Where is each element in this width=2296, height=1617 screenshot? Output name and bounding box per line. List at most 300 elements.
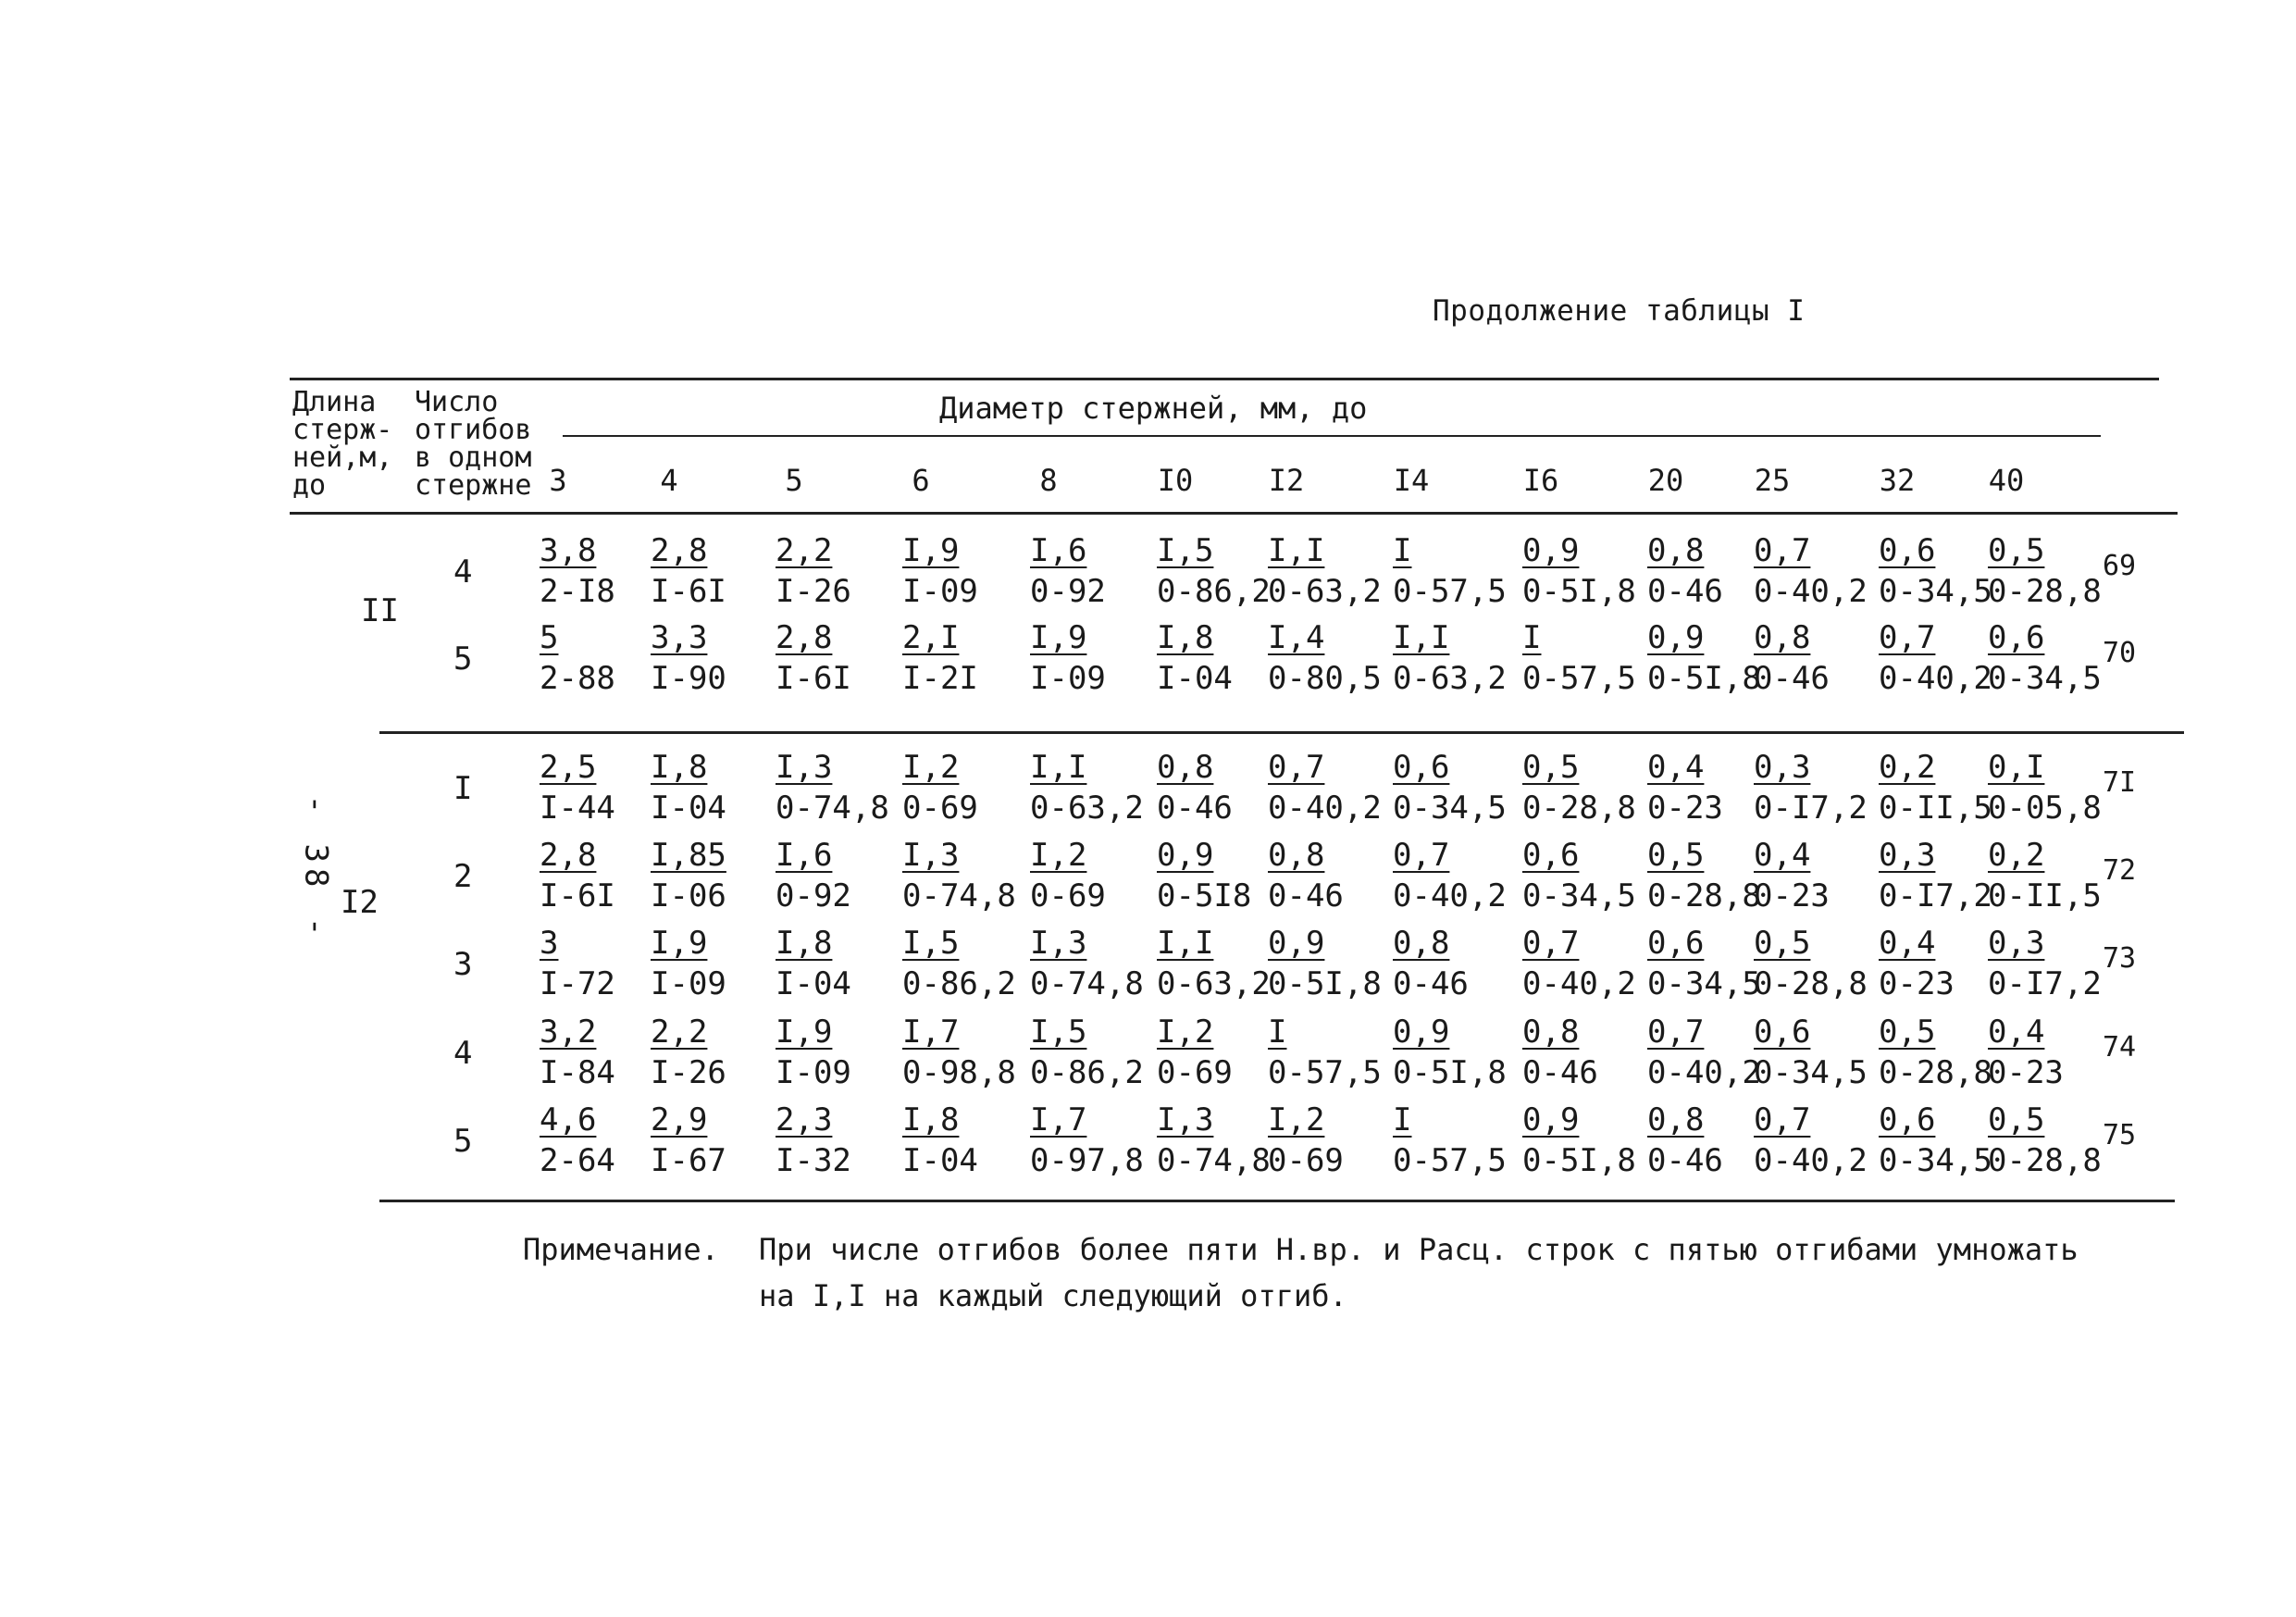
table-cell [1522,1014,1598,1091]
table-cell [1393,1101,1507,1179]
rate-value: 0-57,5 [1522,660,1636,697]
bends-count: 5 [453,1123,473,1160]
diameter-header-8: I6 [1522,463,1559,498]
rate-value: 0-40,2 [1647,1054,1761,1091]
norm-time-value: 3,3 [651,619,708,656]
rate-value: I-09 [776,1054,851,1091]
table-cell [902,1014,1016,1091]
table-cell [651,837,726,914]
norm-time-value: 0,4 [1754,837,1811,874]
norm-time-value: 0,5 [1988,1101,2045,1138]
header-bends-label: Число отгибов в одном стержне [415,386,532,502]
norm-time-value: 0,3 [1754,749,1811,786]
table-cell [902,837,1016,914]
table-cell [651,619,726,697]
rate-value: 0-69 [1030,877,1106,914]
rate-value: 0-63,2 [1157,965,1271,1002]
table-cell [651,927,726,1000]
table-cell [1393,1014,1507,1091]
rate-value: I-67 [651,1142,726,1179]
rate-value: 0-92 [776,877,851,914]
table-cell [1268,1101,1344,1179]
rate-value: I-26 [651,1054,726,1091]
rate-value: 0-57,5 [1393,573,1507,610]
rate-value: 0-23 [1988,1054,2064,1091]
table-cell [902,619,978,697]
rate-value: 0-05,8 [1988,790,2102,827]
norm-time-value: 2,8 [540,837,597,874]
norm-time-value: 0,9 [1522,1101,1580,1138]
table-cell [1030,619,1106,697]
rate-value: I-84 [540,1054,615,1091]
table-cell [1879,927,1955,1000]
norm-time-value: 0,9 [1157,837,1214,874]
norm-time-value: I [1393,532,1412,569]
norm-time-value: I [1268,1014,1287,1051]
table-cell [540,927,615,1000]
row-number: 75 [2103,1119,2137,1151]
rate-value: 0-23 [1879,965,1955,1002]
norm-time-value: 0,7 [1522,925,1580,962]
norm-time-value: I,6 [776,837,833,874]
table-cell [776,1014,851,1091]
norm-time-value: 0,9 [1522,532,1580,569]
norm-time-value: 0,3 [1988,925,2045,962]
norm-time-value: 0,8 [1754,619,1811,656]
table-cell [1879,1014,1992,1091]
rate-value: 0-46 [1522,1054,1598,1091]
table-cell [1522,532,1636,610]
rate-value: 2-I8 [540,573,615,610]
table-cell [902,927,1016,1000]
table-cell [540,837,615,914]
rate-value: 0-80,5 [1268,660,1382,697]
diameter-rule [563,435,2101,437]
rate-value: 0-74,8 [776,790,889,827]
table-cell [1988,1014,2064,1091]
table-cell [1522,837,1636,914]
rate-value: 0-97,8 [1030,1142,1144,1179]
table-cell [1030,837,1106,914]
rate-value: 0-23 [1647,790,1723,827]
rate-value: 0-74,8 [902,877,1016,914]
table-cell [1268,1014,1382,1091]
rate-value: 0-46 [1754,660,1830,697]
rate-value: 0-5I,8 [1522,573,1636,610]
table-cell [1157,532,1271,610]
table-cell [1647,619,1761,697]
norm-time-value: I,8 [902,1101,960,1138]
table-cell [1030,927,1144,1000]
rate-value: 0-I7,2 [1879,877,1992,914]
norm-time-value: 0,7 [1393,837,1450,874]
header-diameter-label: Диаметр стержней, мм, до [939,391,1368,426]
rate-value: 0-92 [1030,573,1106,610]
norm-time-value: 2,I [902,619,960,656]
table-cell [776,837,851,914]
norm-time-value: 0,7 [1647,1014,1705,1051]
norm-time-value: 0,5 [1879,1014,1936,1051]
rate-value: 0-69 [902,790,978,827]
rate-value: 2-88 [540,660,615,697]
norm-time-value: 0,4 [1988,1014,2045,1051]
table-cell [1157,927,1271,1000]
rate-value: I-04 [1157,660,1233,697]
diameter-header-2: 5 [785,463,803,498]
norm-time-value: 0,5 [1522,749,1580,786]
table-cell [1393,532,1507,610]
row-number: 69 [2103,550,2137,582]
norm-time-value: I,2 [1030,837,1087,874]
diameter-header-1: 4 [660,463,678,498]
rate-value: I-04 [651,790,726,827]
table-cell [1647,532,1723,610]
diameter-header-11: 32 [1879,463,1916,498]
table-cell [1754,927,1868,1000]
table-cell [1754,1014,1868,1091]
table-cell [1157,837,1252,914]
rate-value: 0-63,2 [1030,790,1144,827]
rate-value: 0-86,2 [1030,1054,1144,1091]
norm-time-value: 0,8 [1522,1014,1580,1051]
rate-value: 0-40,2 [1268,790,1382,827]
rate-value: 0-34,5 [1393,790,1507,827]
note-label: Примечание. [523,1232,719,1267]
rate-value: 0-40,2 [1754,573,1868,610]
rate-value: 0-5I,8 [1268,965,1382,1002]
table-cell [540,619,615,697]
rate-value: 0-69 [1268,1142,1344,1179]
norm-time-value: 0,4 [1879,925,1936,962]
table-cell [1522,927,1636,1000]
norm-time-value: 0,8 [1647,1101,1705,1138]
rate-value: 0-5I,8 [1393,1054,1507,1091]
table-cell [1030,1014,1144,1091]
table-cell [1879,749,1992,827]
norm-time-value: 3,8 [540,532,597,569]
rate-value: 0-40,2 [1522,965,1636,1002]
norm-time-value: 0,6 [1879,1101,1936,1138]
rate-value: 0-II,5 [1879,790,1992,827]
table-cell [540,1014,615,1091]
table-cell [776,927,851,1000]
norm-time-value: 2,2 [776,532,833,569]
rate-value: I-04 [902,1142,978,1179]
row-number: 70 [2103,637,2137,669]
norm-time-value: 0,7 [1754,1101,1811,1138]
norm-time-value: 2,8 [776,619,833,656]
norm-time-value: 0,I [1988,749,2045,786]
rate-value: 0-34,5 [1988,660,2102,697]
table-cell [1754,1101,1868,1179]
rate-value: I-6I [540,877,615,914]
norm-time-value: 0,6 [1647,925,1705,962]
norm-time-value: I,9 [1030,619,1087,656]
rate-value: I-26 [776,573,851,610]
table-cell [902,532,978,610]
rate-value: I-09 [902,573,978,610]
rate-value: 0-63,2 [1393,660,1507,697]
norm-time-value: 0,6 [1522,837,1580,874]
diameter-header-12: 40 [1988,463,2025,498]
norm-time-value: 2,3 [776,1101,833,1138]
table-cell [1647,927,1761,1000]
rate-value: 0-40,2 [1879,660,1992,697]
norm-time-value: 0,6 [1393,749,1450,786]
norm-time-value: I,5 [1157,532,1214,569]
norm-time-value: 0,5 [1647,837,1705,874]
rate-value: 0-34,5 [1754,1054,1868,1091]
table-cell [1157,1014,1233,1091]
table-cell [651,532,726,610]
norm-time-value: 0,7 [1879,619,1936,656]
norm-time-value: 0,5 [1988,532,2045,569]
rate-value: 0-40,2 [1393,877,1507,914]
table-cell [1030,749,1144,827]
norm-time-value: I,I [1157,925,1214,962]
table-cell [1754,837,1830,914]
norm-time-value: I,2 [902,749,960,786]
table-cell [651,749,726,827]
rate-value: I-6I [776,660,851,697]
norm-time-value: 0,6 [1988,619,2045,656]
rate-value: 0-I7,2 [1754,790,1868,827]
table-bottom-rule [379,1200,2175,1202]
rate-value: 0-46 [1647,573,1723,610]
rate-value: 0-46 [1268,877,1344,914]
table-cell [1879,532,1992,610]
table-cell [1157,749,1233,827]
norm-time-value: 0,8 [1647,532,1705,569]
table-cell [1647,837,1761,914]
rate-value: 0-23 [1754,877,1830,914]
rate-value: 0-46 [1393,965,1469,1002]
table-cell [1157,1101,1271,1179]
table-cell [1522,1101,1636,1179]
table-cell [1754,749,1868,827]
table-cell [540,749,615,827]
table-cell [1647,1014,1761,1091]
rate-value: 0-98,8 [902,1054,1016,1091]
rate-value: 0-28,8 [1647,877,1761,914]
rate-value: I-90 [651,660,726,697]
rate-value: 0-34,5 [1522,877,1636,914]
norm-time-value: 0,6 [1879,532,1936,569]
norm-time-value: 2,5 [540,749,597,786]
table-cell [1030,532,1106,610]
norm-time-value: I,5 [1030,1014,1087,1051]
table-cell [1268,619,1382,697]
norm-time-value: 2,8 [651,532,708,569]
header-length-label: Длина стерж- ней,м, до [292,386,393,502]
norm-time-value: I,2 [1268,1101,1325,1138]
diameter-header-10: 25 [1754,463,1791,498]
table-continuation-title: Продолжение таблицы I [1433,294,1806,328]
page-number: - 38 - [297,794,335,942]
norm-time-value: 0,4 [1647,749,1705,786]
norm-time-value: I,7 [902,1014,960,1051]
bends-count: 5 [453,641,473,678]
rate-value: 0-34,5 [1647,965,1761,1002]
norm-time-value: 0,9 [1268,925,1325,962]
bends-count: 3 [453,946,473,983]
table-cell [1988,837,2102,914]
rate-value: 0-74,8 [1157,1142,1271,1179]
norm-time-value: 0,9 [1393,1014,1450,1051]
rate-value: 0-46 [1647,1142,1723,1179]
rate-value: I-32 [776,1142,851,1179]
rate-value: 0-40,2 [1754,1142,1868,1179]
diameter-header-9: 20 [1647,463,1684,498]
table-cell [1988,532,2102,610]
rate-value: 0-28,8 [1988,1142,2102,1179]
bends-count: 4 [453,554,473,591]
rate-value: 0-5I,8 [1647,660,1761,697]
bends-count: I [453,770,473,807]
table-cell [1393,837,1507,914]
rate-value: 0-86,2 [1157,573,1271,610]
norm-time-value: 0,3 [1879,837,1936,874]
rate-value: 2-64 [540,1142,615,1179]
rate-value: 0-I7,2 [1988,965,2102,1002]
table-cell [1268,749,1382,827]
norm-time-value: 3 [540,925,559,962]
norm-time-value: 4,6 [540,1101,597,1138]
norm-time-value: I,9 [776,1014,833,1051]
group-length-I2: I2 [341,884,379,921]
table-cell [776,532,851,610]
table-cell [1988,927,2102,1000]
table-cell [1268,532,1382,610]
rate-value: 0-34,5 [1879,1142,1992,1179]
row-number: 7I [2103,766,2137,799]
table-cell [1393,927,1469,1000]
norm-time-value: I,I [1030,749,1087,786]
norm-time-value: I,8 [1157,619,1214,656]
rate-value: I-6I [651,573,726,610]
table-cell [1879,837,1992,914]
table-cell [1393,749,1507,827]
norm-time-value: I,4 [1268,619,1325,656]
table-cell [1522,749,1636,827]
norm-time-value: I,3 [902,837,960,874]
diameter-header-3: 6 [912,463,930,498]
norm-time-value: I,3 [1030,925,1087,962]
table-cell [1988,619,2102,697]
rate-value: 0-28,8 [1522,790,1636,827]
table-cell [1754,532,1868,610]
norm-time-value: I,8 [651,749,708,786]
norm-time-value: I,6 [1030,532,1087,569]
bends-count: 2 [453,858,473,895]
rate-value: 0-86,2 [902,965,1016,1002]
note-line-1: При числе отгибов более пяти Н.вр. и Расц. строк с пятью отгибами умножать [759,1232,2079,1267]
rate-value: 0-28,8 [1879,1054,1992,1091]
norm-time-value: I,I [1268,532,1325,569]
rate-value: 0-57,5 [1268,1054,1382,1091]
norm-time-value: 0,2 [1879,749,1936,786]
norm-time-value: I,85 [651,837,726,874]
diameter-header-6: I2 [1268,463,1305,498]
norm-time-value: I,2 [1157,1014,1214,1051]
rate-value: I-09 [651,965,726,1002]
rate-value: 0-74,8 [1030,965,1144,1002]
norm-time-value: 2,9 [651,1101,708,1138]
norm-time-value: I,9 [651,925,708,962]
rate-value: 0-34,5 [1879,573,1992,610]
norm-time-value: I,3 [1157,1101,1214,1138]
table-cell [540,532,615,610]
rate-value: I-2I [902,660,978,697]
norm-time-value: 0,5 [1754,925,1811,962]
table-cell [1522,619,1636,697]
norm-time-value: 0,6 [1754,1014,1811,1051]
norm-time-value: I,7 [1030,1101,1087,1138]
norm-time-value: 0,8 [1157,749,1214,786]
table-cell [651,1014,726,1091]
norm-time-value: I,8 [776,925,833,962]
norm-time-value: I,3 [776,749,833,786]
table-cell [540,1101,615,1179]
table-cell [776,619,851,697]
rate-value: I-06 [651,877,726,914]
norm-time-value: I [1393,1101,1412,1138]
rate-value: 0-5I,8 [1522,1142,1636,1179]
table-cell [1879,619,1992,697]
diameter-header-0: 3 [549,463,567,498]
rate-value: 0-46 [1157,790,1233,827]
header-bottom-rule [290,512,2178,515]
table-cell [902,749,978,827]
group-length-II: II [361,592,399,629]
rate-value: 0-63,2 [1268,573,1382,610]
table-cell [776,1101,851,1179]
rate-value: 0-28,8 [1754,965,1868,1002]
top-rule [290,378,2159,380]
diameter-header-4: 8 [1039,463,1058,498]
norm-time-value: 0,7 [1268,749,1325,786]
row-number: 74 [2103,1031,2137,1063]
table-cell [1030,1101,1144,1179]
table-cell [651,1101,726,1179]
rate-value: 0-II,5 [1988,877,2102,914]
rate-value: I-04 [776,965,851,1002]
norm-time-value: I,I [1393,619,1450,656]
table-cell [1268,837,1344,914]
rate-value: I-09 [1030,660,1106,697]
table-cell [776,749,889,827]
table-cell [902,1101,978,1179]
norm-time-value: 0,2 [1988,837,2045,874]
row-number: 73 [2103,942,2137,975]
norm-time-value: 0,8 [1268,837,1325,874]
table-cell [1647,1101,1723,1179]
norm-time-value: I [1522,619,1542,656]
norm-time-value: I,5 [902,925,960,962]
rate-value: 0-28,8 [1988,573,2102,610]
table-cell [1754,619,1830,697]
rate-value: 0-57,5 [1393,1142,1507,1179]
table-cell [1647,749,1723,827]
rate-value: I-44 [540,790,615,827]
group-divider-rule [379,731,2184,734]
diameter-header-7: I4 [1393,463,1430,498]
norm-time-value: 5 [540,619,559,656]
table-cell [1988,1101,2102,1179]
rate-value: 0-5I8 [1157,877,1252,914]
diameter-header-5: I0 [1157,463,1194,498]
norm-time-value: I,9 [902,532,960,569]
